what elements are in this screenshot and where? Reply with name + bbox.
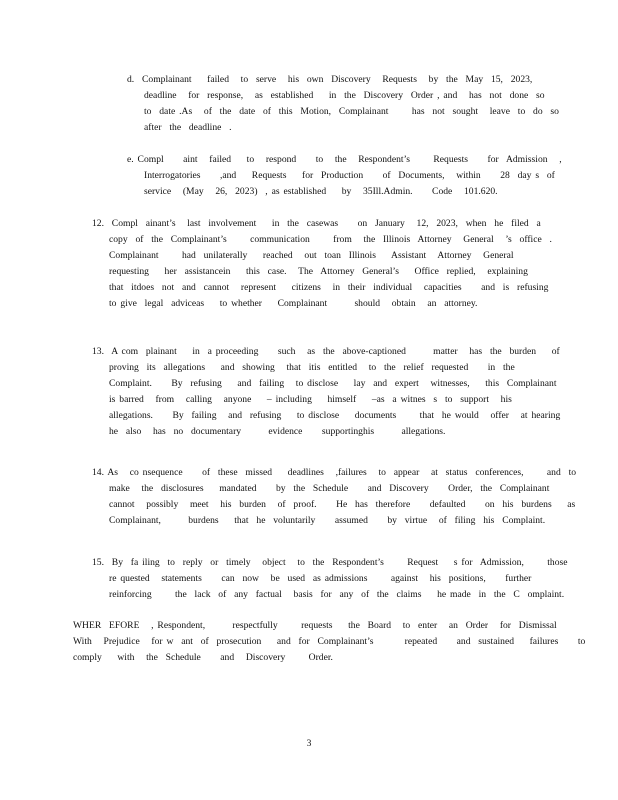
paragraph-12 bbox=[92, 216, 552, 312]
paragraph-12-line-4: requesting her assistancein this case. The Attorney General’s Office replied, explaining bbox=[109, 266, 528, 277]
paragraph-13-line-4: is barred from calling anyone – including himself –as a witnes s to support his bbox=[109, 394, 512, 405]
item-d-line-4: after the deadline . bbox=[144, 122, 232, 133]
paragraph-15 bbox=[92, 555, 568, 603]
paragraph-12-line-3: Complainant had unilaterally reached out toan Illinois Assistant Attorney General bbox=[109, 250, 514, 261]
page-number: 3 bbox=[306, 738, 312, 749]
wherefore-line-3: comply with the Schedule and Discovery Order. bbox=[73, 652, 333, 663]
paragraph-14-line-2: make the disclosures mandated by the Schedule and Discovery Order, the Complainant bbox=[109, 483, 550, 494]
wherefore-line-2: With Prejudice for w ant of prosecution and for Complainant’s repeated and sustained failures to bbox=[73, 636, 586, 647]
paragraph-13-line-2: proving its allegations and showing that itis entitled to the relief requested in the bbox=[109, 362, 515, 373]
item-d-line-1: d. Complainant failed to serve his own Discovery Requests by the May 15, 2023, bbox=[127, 74, 533, 85]
item-d-line-2: deadline for response, as established in the Discovery Order , and has not done so bbox=[144, 90, 545, 101]
item-e-line-2: Interrogatories ,and Requests for Production of Documents, within 28 day s of bbox=[144, 170, 555, 181]
paragraph-15-line-1: 15. By fa iling to reply or timely object to the Respondent’s Request s for Admission, those bbox=[92, 557, 568, 568]
paragraph-13-line-6: he also has no documentary evidence supportinghis allegations. bbox=[109, 426, 446, 437]
wherefore-clause bbox=[73, 618, 585, 666]
item-e bbox=[127, 152, 562, 200]
paragraph-14 bbox=[92, 465, 576, 529]
item-e-line-3: service (May 26, 2023) , as established by 35Ill.Admin. Code 101.620. bbox=[144, 186, 498, 197]
item-d-line-3: to date .As of the date of this Motion, Complainant has not sought leave to do so bbox=[144, 106, 559, 117]
paragraph-14-line-4: Complainant, burdens that he voluntarily assumed by virtue of filing his Complaint. bbox=[109, 515, 546, 526]
paragraph-15-line-3: reinforcing the lack of any factual basis for any of the claims he made in the C omplaint. bbox=[109, 589, 565, 600]
item-d bbox=[127, 72, 559, 136]
paragraph-12-line-1: 12. Compl ainant’s last involvement in the casewas on January 12, 2023, when he filed a bbox=[92, 218, 541, 229]
paragraph-14-line-3: cannot possibly meet his burden of proof. He has therefore defaulted on his burdens as bbox=[109, 499, 576, 510]
paragraph-13-line-1: 13. A com plainant in a proceeding such as the above-captioned matter has the burden of bbox=[92, 346, 560, 357]
paragraph-12-line-6: to give legal adviceas to whether Complainant should obtain an attorney. bbox=[109, 298, 478, 309]
paragraph-15-line-2: re quested statements can now be used as admissions against his positions, further bbox=[109, 573, 532, 584]
paragraph-13 bbox=[92, 344, 560, 440]
paragraph-12-line-2: copy of the Complainant’s communication from the Illinois Attorney General ’s office . bbox=[109, 234, 552, 245]
paragraph-13-line-3: Complaint. By refusing and failing to disclose lay and expert witnesses, this Complainant bbox=[109, 378, 557, 389]
item-e-line-1: e. Compl aint failed to respond to the Respondent’s Requests for Admission , bbox=[127, 154, 562, 165]
paragraph-13-line-5: allegations. By failing and refusing to disclose documents that he would offer at hearing bbox=[109, 410, 561, 421]
wherefore-line-1: WHER EFORE , Respondent, respectfully requests the Board to enter an Order for Dismissal bbox=[73, 620, 557, 631]
paragraph-14-line-1: 14. As co nsequence of these missed deadlines ,failures to appear at status conferences, and to bbox=[92, 467, 577, 478]
paragraph-12-line-5: that itdoes not and cannot represent citizens in their individual capacities and is refusing bbox=[109, 282, 549, 293]
